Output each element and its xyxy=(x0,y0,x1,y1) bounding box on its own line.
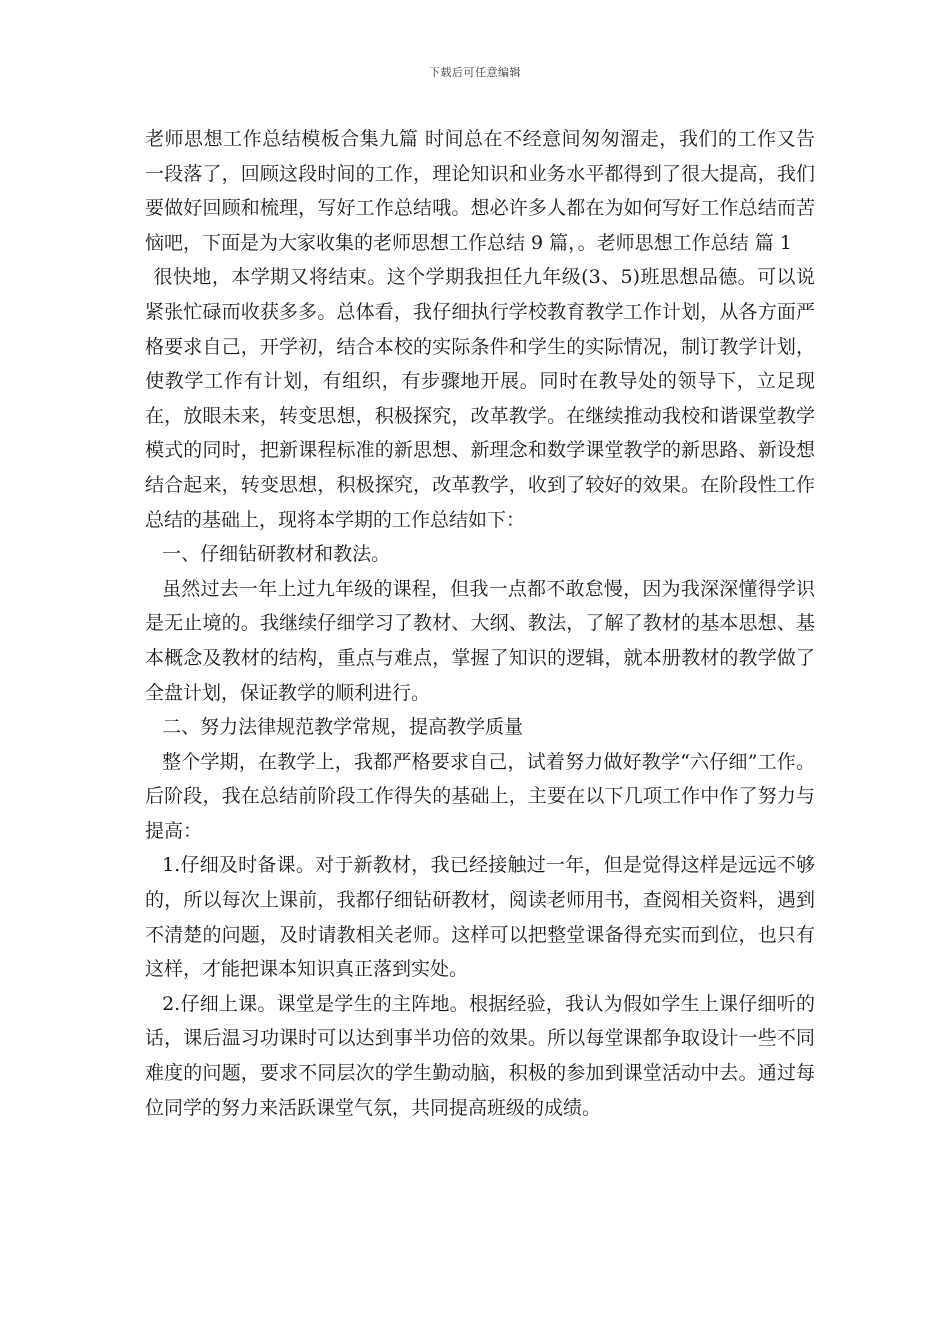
paragraph-1: 很快地，本学期又将结束。这个学期我担任九年级(3、5)班思想品德。可以说紧张忙碌而收获多多。总体看，我仔细执行学校教育教学工作计划，从各方面严格要求自己，开学初，结合本校的实际条件和学生的实际情况，制订教学计划，使教学工作有计划，有组织，有步骤地开展。同时在教导处的领导下，立足现在，放眼未来，转变思想，积极探究，改革教学。在继续推动我校和谐课堂教学模式的同时，把新课程标准的新思想、新理念和数学课堂教学的新思路、新设想结合起来，转变思想，积极探究，改革教学，收到了较好的效果。在阶段性工作总结的基础上，现将本学期的工作总结如下： xyxy=(145,266,815,531)
paragraph-2: 虽然过去一年上过九年级的课程，但我一点都不敢怠慢，因为我深深懂得学识是无止境的。我继续仔细学习了教材、大纲、教法，了解了教材的基本思想、基本概念及教材的结构，重点与难点，掌握了知识的逻辑，就本册教材的教学做了全盘计划，保证教学的顺利进行。 xyxy=(145,577,815,704)
paragraph-3: 整个学期，在教学上，我都严格要求自己，试着努力做好教学“六仔细”工作。后阶段，我在总结前阶段工作得失的基础上，主要在以下几项工作中作了努力与提高： xyxy=(145,750,815,842)
header-note: 下载后可任意编辑 xyxy=(429,66,521,79)
paragraph-4: 1.仔细及时备课。对于新教材，我已经接触过一年，但是觉得这样是远远不够的，所以每次上课前，我都仔细钻研教材，阅读老师用书，查阅相关资料，遇到不清楚的问题，及时请教相关老师。这样可以把整堂课备得充实而到位，也只有这样，才能把课本知识真正落到实处。 xyxy=(145,854,815,981)
section-heading-1: 一、仔细钻研教材和教法。 xyxy=(162,543,391,566)
section-heading-2: 二、努力法律规范教学常规，提高教学质量 xyxy=(162,716,524,739)
paragraph-5: 2.仔细上课。课堂是学生的主阵地。根据经验，我认为假如学生上课仔细听的话，课后温习功课时可以达到事半功倍的效果。所以每堂课都争取设计一些不同难度的问题，要求不同层次的学生勤动脑，积极的参加到课堂活动中去。通过每位同学的努力来活跃课堂气氛，共同提高班级的成绩。 xyxy=(145,992,815,1119)
document-body xyxy=(145,122,815,1125)
intro-paragraph: 老师思想工作总结模板合集九篇 时间总在不经意间匆匆溜走，我们的工作又告一段落了，回顾这段时间的工作，理论知识和业务水平都得到了很大提高，我们要做好回顾和梳理，写好工作总结哦。想必许多人都在为如何写好工作总结而苦恼吧，下面是为大家收集的老师思想工作总结 9 篇，。老师思想工作总结 篇 1 xyxy=(145,128,815,254)
